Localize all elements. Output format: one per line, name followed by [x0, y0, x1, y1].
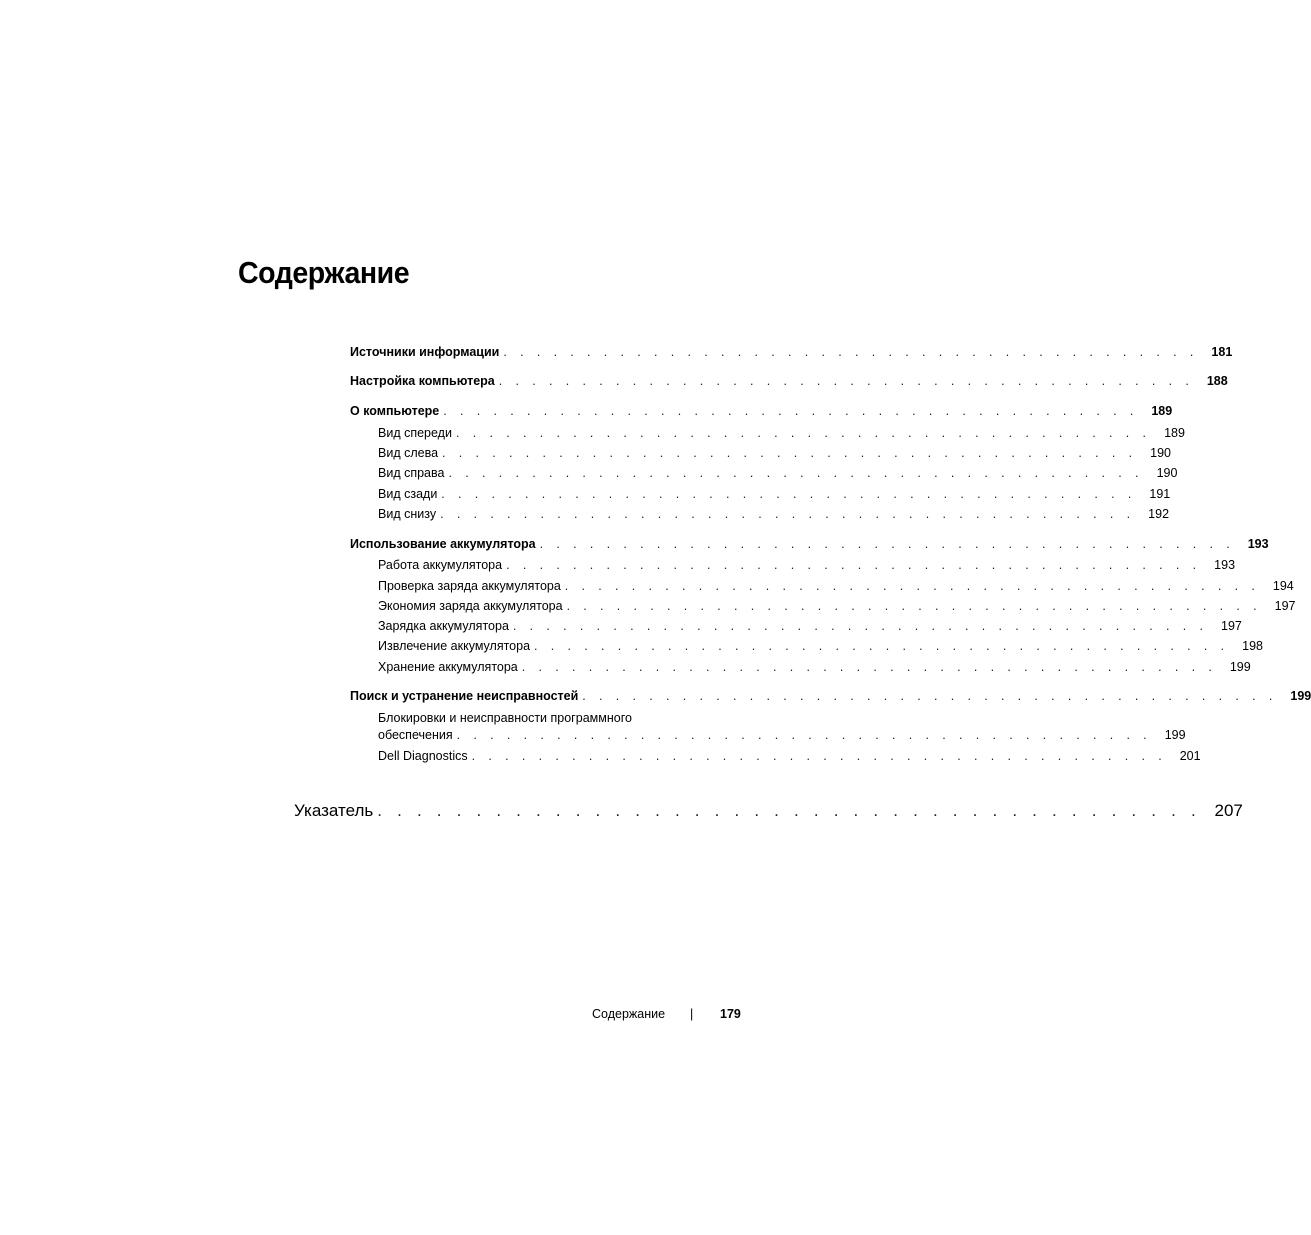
toc-subentry-label: Вид спереди	[378, 426, 452, 440]
toc-subentry-page: 197	[1221, 619, 1242, 633]
toc-subentry-page: 197	[1274, 599, 1296, 613]
toc-entry-page: 188	[1206, 374, 1228, 388]
toc-subentry-page: 201	[1179, 749, 1201, 763]
toc-subentry-label: Хранение аккумулятора	[378, 660, 518, 674]
toc-entry-label: Поиск и устранение неисправностей	[350, 689, 579, 703]
dot-leader: . . . . . . . . . . . . . . . . . . . . . . . . . . . . . . . . . . . . . . . . . .	[377, 801, 1201, 820]
toc-entry-label: О компьютере	[350, 404, 440, 418]
dot-leader: . . . . . . . . . . . . . . . . . . . . . . . . . . . . . . . . . . . . . . . . . .	[566, 599, 1262, 613]
toc-subentry-label: Вид слева	[378, 446, 439, 460]
toc-subentry-label: Проверка заряда аккумулятора	[378, 579, 561, 593]
toc-subentry-label: Dell Diagnostics	[378, 749, 468, 763]
toc-entry-page: 199	[1290, 689, 1311, 703]
dot-leader: . . . . . . . . . . . . . . . . . . . . . . . . . . . . . . . . . . . . . . . . . .	[498, 374, 1194, 388]
dot-leader: . . . . . . . . . . . . . . . . . . . . . . . . . . . . . . . . . . . . . . . . . .	[521, 660, 1217, 674]
toc-subentry-page: 190	[1156, 466, 1178, 480]
footer-page-number: 179	[720, 1007, 741, 1021]
page-title: Содержание	[238, 255, 410, 290]
dot-leader: . . . . . . . . . . . . . . . . . . . . . . . . . . . . . . . . . . . . . . . . . .	[564, 579, 1260, 593]
toc-entry-label: Источники информации	[350, 345, 500, 359]
toc-entry-page: 189	[1151, 404, 1173, 418]
toc-subentry[interactable]	[378, 465, 1178, 481]
toc-subentry[interactable]	[378, 425, 1185, 441]
toc-entry[interactable]	[350, 688, 1311, 704]
dot-leader: . . . . . . . . . . . . . . . . . . . . . . . . . . . . . . . . . . . . . . . . . .	[582, 689, 1278, 703]
dot-leader: . . . . . . . . . . . . . . . . . . . . . . . . . . . . . . . . . . . . . . . . . .	[471, 749, 1167, 763]
toc-subentry-page: 191	[1149, 487, 1171, 501]
toc-subentry-label: Экономия заряда аккумулятора	[378, 599, 563, 613]
toc-subentry-page: 190	[1150, 446, 1171, 460]
toc-subentry-page: 192	[1148, 507, 1170, 521]
dot-leader: . . . . . . . . . . . . . . . . . . . . . . . . . . . . . . . . . . . . . . . . . .	[442, 446, 1137, 460]
toc-subentry[interactable]	[378, 727, 1186, 743]
toc-entry-page: 193	[1247, 537, 1269, 551]
toc-subentry-label: Вид снизу	[378, 507, 437, 521]
toc-subentry-page: 199	[1164, 728, 1186, 742]
toc-subentry-label-line1[interactable]: Блокировки и неисправности программного	[378, 711, 632, 725]
toc-entry-label: Настройка компьютера	[350, 374, 495, 388]
page-footer	[592, 1007, 741, 1021]
toc-subentry[interactable]	[378, 557, 1236, 573]
dot-leader: . . . . . . . . . . . . . . . . . . . . . . . . . . . . . . . . . . . . . . . . . .	[539, 537, 1235, 551]
toc-subentry[interactable]	[378, 506, 1170, 522]
toc-subentry[interactable]	[378, 578, 1294, 594]
dot-leader: . . . . . . . . . . . . . . . . . . . . . . . . . . . . . . . . . . . . . . . . . .	[440, 507, 1136, 521]
toc-entry-page: 181	[1211, 345, 1233, 359]
toc-index-page: 207	[1214, 801, 1243, 820]
toc-index-label: Указатель	[294, 801, 374, 820]
toc-subentry-page: 189	[1164, 426, 1185, 440]
toc-entry[interactable]	[350, 536, 1269, 552]
toc-subentry-page: 193	[1214, 558, 1236, 572]
footer-section-name: Содержание	[592, 1007, 666, 1021]
toc-entry-label: Использование аккумулятора	[350, 537, 536, 551]
dot-leader: . . . . . . . . . . . . . . . . . . . . . . . . . . . . . . . . . . . . . . . . . .	[506, 558, 1202, 572]
dot-leader: . . . . . . . . . . . . . . . . . . . . . . . . . . . . . . . . . . . . . . . . . .	[448, 466, 1144, 480]
dot-leader: . . . . . . . . . . . . . . . . . . . . . . . . . . . . . . . . . . . . . . . . . .	[456, 728, 1152, 742]
toc-subentry[interactable]	[378, 445, 1171, 461]
toc-subentry-label: Работа аккумулятора	[378, 558, 503, 572]
toc-subentry-label: Вид справа	[378, 466, 445, 480]
toc-subentry-label: Извлечение аккумулятора	[378, 639, 531, 653]
toc-subentry[interactable]	[378, 618, 1242, 634]
dot-leader: . . . . . . . . . . . . . . . . . . . . . . . . . . . . . . . . . . . . . . . . . .	[441, 487, 1137, 501]
dot-leader: . . . . . . . . . . . . . . . . . . . . . . . . . . . . . . . . . . . . . . . . . .	[503, 345, 1199, 359]
toc-subentry-page: 194	[1272, 579, 1294, 593]
toc-subentry-page: 199	[1229, 660, 1251, 674]
toc-subentry-label: обеспечения	[378, 728, 453, 742]
toc-subentry-label: Зарядка аккумулятора	[378, 619, 509, 633]
toc-subentry-label: Вид сзади	[378, 487, 438, 501]
toc-subentry[interactable]	[378, 638, 1263, 654]
toc-index-entry[interactable]	[294, 801, 1243, 820]
dot-leader: . . . . . . . . . . . . . . . . . . . . . . . . . . . . . . . . . . . . . . . . . .	[443, 404, 1139, 418]
toc-entry[interactable]	[350, 373, 1228, 389]
toc-entry[interactable]	[350, 344, 1233, 360]
toc-entry[interactable]	[350, 403, 1173, 419]
dot-leader: . . . . . . . . . . . . . . . . . . . . . . . . . . . . . . . . . . . . . . . . . .	[455, 426, 1151, 440]
toc-subentry-page: 198	[1242, 639, 1263, 653]
dot-leader: . . . . . . . . . . . . . . . . . . . . . . . . . . . . . . . . . . . . . . . . . .	[534, 639, 1229, 653]
dot-leader: . . . . . . . . . . . . . . . . . . . . . . . . . . . . . . . . . . . . . . . . . .	[512, 619, 1208, 633]
footer-separator: |	[690, 1007, 694, 1021]
toc-subentry[interactable]	[378, 748, 1201, 764]
toc-subentry[interactable]	[378, 598, 1296, 614]
toc-subentry[interactable]	[378, 659, 1251, 675]
toc-subentry[interactable]	[378, 486, 1171, 502]
